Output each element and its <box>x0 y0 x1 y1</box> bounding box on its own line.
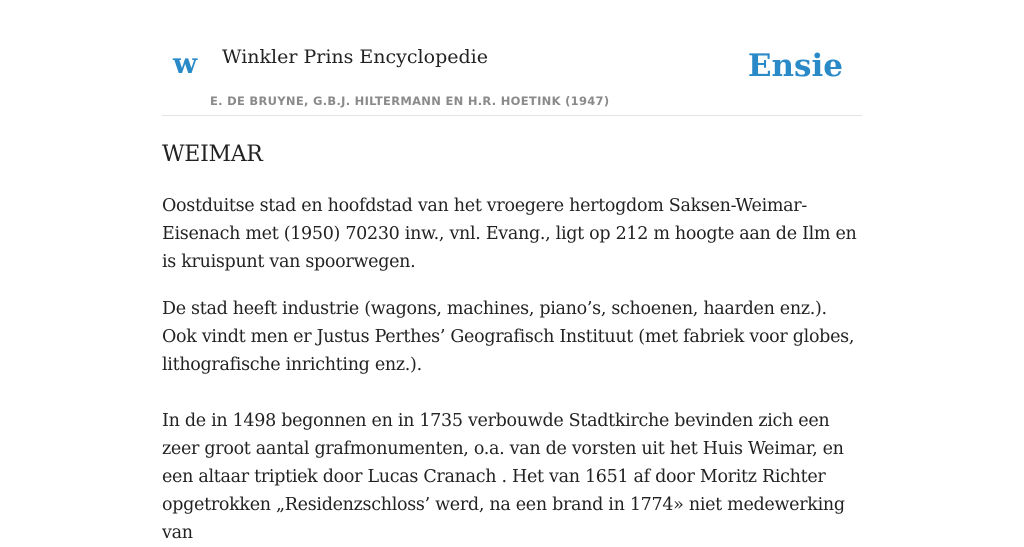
entry-title: WEIMAR <box>162 142 263 167</box>
site-header <box>162 36 862 116</box>
ensie-brand-logo[interactable]: Ensie <box>747 48 843 84</box>
encyclopedia-authors: E. DE BRUYNE, G.B.J. HILTERMANN EN H.R. HOETINK (1947) <box>210 94 610 108</box>
encyclopedia-title-link[interactable]: Winkler Prins Encyclopedie <box>222 46 488 68</box>
entry-paragraph: De stad heeft industrie (wagons, machines, piano’s, schoenen, haarden enz.). Ook vindt men er Justus Perthes’ Geografisch Instituut (met fabriek voor globes, lithografische inrichting enz.). <box>162 299 855 375</box>
entry-paragraph: Oostduitse stad en hoofdstad van het vroegere hertogdom Saksen-Weimar-Eisenach met (1950) 70230 inw., vnl. Evang., ligt op 212 m hoogte aan de Ilm en is kruispunt van spoorwegen. <box>162 196 857 272</box>
entry-content <box>162 140 862 547</box>
entry-paragraph: In de in 1498 begonnen en in 1735 verbouwde Stadtkirche bevinden zich een zeer groot aantal grafmonumenten, o.a. van de vorsten uit het Huis Weimar, en een altaar triptiek door Lucas Cranach . Het van 1651 af door Moritz Richter opgetrokken „Residenzschloss’ werd, na een brand in 1774» niet medewerking van <box>162 411 845 543</box>
logo-icon[interactable]: w <box>173 47 198 80</box>
